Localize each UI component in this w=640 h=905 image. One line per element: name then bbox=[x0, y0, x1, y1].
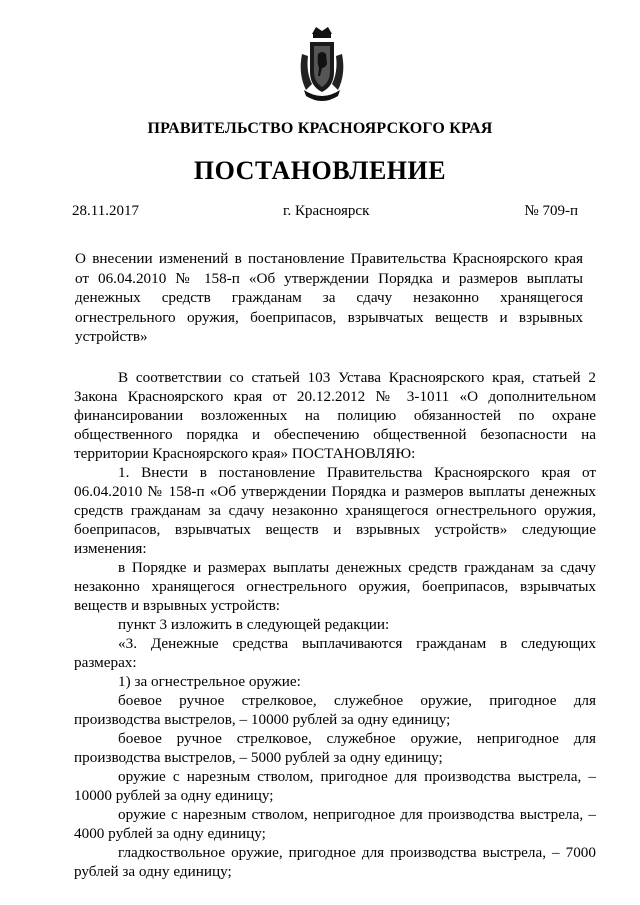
document-number: № 709-п bbox=[524, 203, 578, 219]
document-date: 28.11.2017 bbox=[72, 203, 139, 219]
paragraph: гладкоствольное оружие, пригодное для производства выстрела, – 7000 рублей за одну единицу; bbox=[74, 844, 596, 880]
paragraph: в Порядке и размерах выплаты денежных средств гражданам за сдачу незаконно хранящегося огнестрельного оружия, боеприпасов, взрывчатых веществ и взрывных устройств: bbox=[74, 559, 596, 614]
paragraph: оружие с нарезным стволом, непригодное для производства выстрела, – 4000 рублей за одну единицу; bbox=[74, 806, 596, 842]
paragraph: оружие с нарезным стволом, пригодное для производства выстрела, – 10000 рублей за одну единицу; bbox=[74, 768, 596, 804]
document-type: ПОСТАНОВЛЕНИЕ bbox=[193, 156, 447, 185]
document-title: О внесении изменений в постановление Правительства Красноярского края от 06.04.2010 № 158-п «Об утверждении Порядка и размеров выплаты денежных средств гражданам за сдачу незаконно хранящегося огнестрельного оружия, боеприпасов, взрывчатых веществ и взрывных устройств» bbox=[75, 250, 583, 345]
paragraph: боевое ручное стрелковое, служебное оружие, непригодное для производства выстрелов, – 5000 рублей за одну единицу; bbox=[74, 730, 596, 766]
paragraph: 1) за огнестрельное оружие: bbox=[118, 673, 301, 690]
paragraph: 1. Внести в постановление Правительства Красноярского края от 06.04.2010 № 158-п «Об утверждении Порядка и размеров выплаты денежных средств гражданам за сдачу незаконно хранящегося огнестрельного оружия, боеприпасов, взрывчатых веществ и взрывных устройств» следующие изменения: bbox=[74, 464, 596, 557]
organization-name: ПРАВИТЕЛЬСТВО КРАСНОЯРСКОГО КРАЯ bbox=[147, 120, 493, 137]
paragraph: В соответствии со статьей 103 Устава Красноярского края, статьей 2 Закона Красноярского края от 20.12.2012 № 3-1011 «О дополнительном финансировании возложенных на полицию обязанностей по охране общественного порядка и обеспечению общественной безопасности на территории Красноярского края» ПОСТАНОВЛЯЮ: bbox=[74, 369, 596, 462]
paragraph: «3. Денежные средства выплачиваются гражданам в следующих размерах: bbox=[74, 635, 596, 671]
paragraph: боевое ручное стрелковое, служебное оружие, пригодное для производства выстрелов, – 10000 рублей за одну единицу; bbox=[74, 692, 596, 728]
paragraph: пункт 3 изложить в следующей редакции: bbox=[118, 616, 390, 633]
document-body bbox=[74, 368, 596, 881]
document-city: г. Красноярск bbox=[283, 203, 370, 219]
coat-of-arms-icon bbox=[296, 24, 348, 102]
